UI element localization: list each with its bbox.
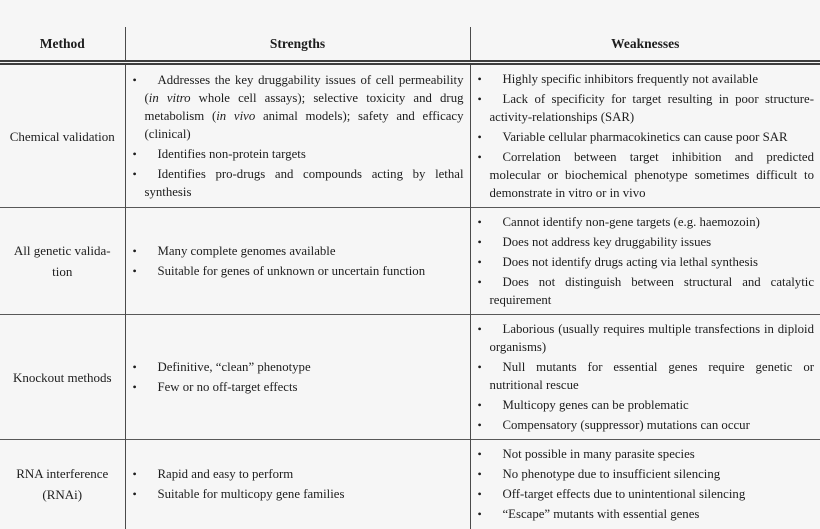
list-item-text: No phenotype due to insufficient silencing bbox=[502, 467, 721, 482]
strengths-list bbox=[132, 71, 464, 201]
list-item-text: Not possible in many parasite species bbox=[502, 447, 695, 462]
list-item-text: Suitable for genes of unknown or uncertain function bbox=[157, 264, 426, 278]
list-item-text: Highly specific inhibitors frequently not available bbox=[502, 72, 759, 86]
bullet-icon: • bbox=[477, 215, 482, 229]
list-item-text: Null mutants for essential genes require genetic or nutritional rescue bbox=[489, 360, 814, 392]
list-item bbox=[477, 396, 815, 414]
bullet-icon: • bbox=[132, 487, 137, 502]
bullet-icon: • bbox=[132, 167, 137, 181]
list-item bbox=[132, 465, 464, 483]
bullet-icon: • bbox=[477, 467, 482, 482]
method-cell bbox=[0, 63, 125, 208]
list-item-text: Correlation between target inhibition and predicted molecular or biochemical phenotype sometimes difficult to demonstrate in vitro or in vivo bbox=[489, 150, 814, 200]
list-item bbox=[132, 358, 464, 376]
strengths-list bbox=[132, 242, 464, 280]
list-item-text: Definitive, “clean” phenotype bbox=[157, 360, 311, 374]
bullet-icon: • bbox=[132, 264, 137, 278]
list-item bbox=[477, 416, 815, 434]
bullet-icon: • bbox=[132, 467, 137, 482]
list-item bbox=[132, 378, 464, 396]
bullet-icon: • bbox=[132, 380, 137, 394]
list-item-text: Does not address key druggability issues bbox=[502, 235, 712, 249]
method-cell bbox=[0, 440, 125, 529]
bullet-icon: • bbox=[477, 322, 482, 336]
weaknesses-cell bbox=[470, 315, 820, 440]
bullet-icon: • bbox=[477, 92, 482, 106]
bullet-icon: • bbox=[477, 487, 482, 502]
table-row bbox=[0, 63, 820, 208]
method-label: tion bbox=[52, 264, 73, 279]
header-row bbox=[0, 27, 820, 63]
list-item-text: Laborious (usually requires multiple transfections in diploid organisms) bbox=[489, 322, 814, 354]
methods-comparison-table bbox=[0, 27, 820, 529]
weaknesses-cell bbox=[470, 63, 820, 208]
bullet-icon: • bbox=[477, 130, 482, 144]
list-item-text: Identifies pro-drugs and compounds acting by lethal synthesis bbox=[144, 167, 464, 199]
list-item bbox=[132, 71, 464, 143]
bullet-icon: • bbox=[132, 73, 137, 87]
col-header-method: Method bbox=[0, 27, 125, 63]
weaknesses-cell bbox=[470, 440, 820, 529]
strengths-list bbox=[132, 465, 464, 503]
list-item-text: Cannot identify non-gene targets (e.g. haemozoin) bbox=[502, 215, 760, 229]
list-item-text: Rapid and easy to perform bbox=[157, 467, 294, 482]
list-item bbox=[132, 165, 464, 201]
bullet-icon: • bbox=[477, 255, 482, 269]
list-item bbox=[477, 90, 815, 126]
list-item bbox=[477, 445, 815, 463]
method-label: Knockout methods bbox=[12, 369, 112, 385]
bullet-icon: • bbox=[477, 360, 482, 374]
list-item bbox=[477, 233, 815, 251]
col-header-weaknesses: Weaknesses bbox=[470, 27, 820, 63]
list-item bbox=[477, 273, 815, 309]
table-row bbox=[0, 208, 820, 315]
method-label: Chemical validation bbox=[9, 128, 115, 144]
bullet-icon: • bbox=[477, 235, 482, 249]
list-item bbox=[477, 505, 815, 523]
method-cell bbox=[0, 208, 125, 315]
list-item bbox=[477, 465, 815, 483]
list-item-text: Does not identify drugs acting via lethal synthesis bbox=[502, 255, 759, 269]
list-item bbox=[477, 320, 815, 356]
bullet-icon: • bbox=[132, 147, 137, 161]
table-row bbox=[0, 440, 820, 529]
list-item bbox=[132, 242, 464, 260]
list-item-text: Suitable for multicopy gene families bbox=[157, 487, 345, 502]
list-item-text: Off-target effects due to unintentional silencing bbox=[502, 487, 746, 502]
method-cell bbox=[0, 315, 125, 440]
list-item-text: Many complete genomes available bbox=[157, 244, 336, 258]
list-item-text: Few or no off-target effects bbox=[157, 380, 298, 394]
list-item-text: Does not distinguish between structural and catalytic requirement bbox=[489, 275, 814, 307]
strengths-list bbox=[132, 358, 464, 396]
list-item bbox=[132, 262, 464, 280]
list-item bbox=[477, 148, 815, 202]
list-item bbox=[477, 70, 815, 88]
list-item-text: Addresses the key druggability issues of cell permeability (in vitro whole cell assays); selective toxicity and drug metabolism (in vivo animal models); safety and efficacy (clinical) bbox=[144, 73, 464, 141]
method-label: RNA interference bbox=[16, 466, 109, 482]
weaknesses-list bbox=[477, 445, 815, 523]
weaknesses-cell bbox=[470, 208, 820, 315]
bullet-icon: • bbox=[477, 447, 482, 462]
method-label: (RNAi) bbox=[42, 487, 83, 503]
bullet-icon: • bbox=[132, 360, 137, 374]
table-row bbox=[0, 315, 820, 440]
strengths-cell bbox=[125, 440, 470, 529]
paper-table-figure bbox=[0, 27, 820, 529]
bullet-icon: • bbox=[132, 244, 137, 258]
strengths-cell bbox=[125, 208, 470, 315]
col-header-strengths: Strengths bbox=[125, 27, 470, 63]
list-item bbox=[477, 485, 815, 503]
bullet-icon: • bbox=[477, 418, 482, 432]
weaknesses-list bbox=[477, 70, 815, 202]
bullet-icon: • bbox=[477, 507, 482, 522]
weaknesses-list bbox=[477, 213, 815, 309]
strengths-cell bbox=[125, 63, 470, 208]
list-item bbox=[132, 485, 464, 503]
list-item-text: Variable cellular pharmacokinetics can cause poor SAR bbox=[502, 130, 788, 144]
strengths-cell bbox=[125, 315, 470, 440]
method-label: All genetic valida- bbox=[13, 243, 111, 258]
bullet-icon: • bbox=[477, 398, 482, 412]
bullet-icon: • bbox=[477, 72, 482, 86]
list-item-text: Compensatory (suppressor) mutations can occur bbox=[502, 418, 750, 432]
list-item-text: Identifies non-protein targets bbox=[157, 147, 306, 161]
bullet-icon: • bbox=[477, 150, 482, 164]
list-item bbox=[132, 145, 464, 163]
list-item bbox=[477, 358, 815, 394]
list-item-text: Lack of specificity for target resulting in poor structure-activity-relationships (SAR) bbox=[489, 92, 814, 124]
list-item bbox=[477, 213, 815, 231]
list-item bbox=[477, 128, 815, 146]
bullet-icon: • bbox=[477, 275, 482, 289]
weaknesses-list bbox=[477, 320, 815, 434]
list-item-text: “Escape” mutants with essential genes bbox=[502, 507, 700, 522]
list-item bbox=[477, 253, 815, 271]
list-item-text: Multicopy genes can be problematic bbox=[502, 398, 689, 412]
